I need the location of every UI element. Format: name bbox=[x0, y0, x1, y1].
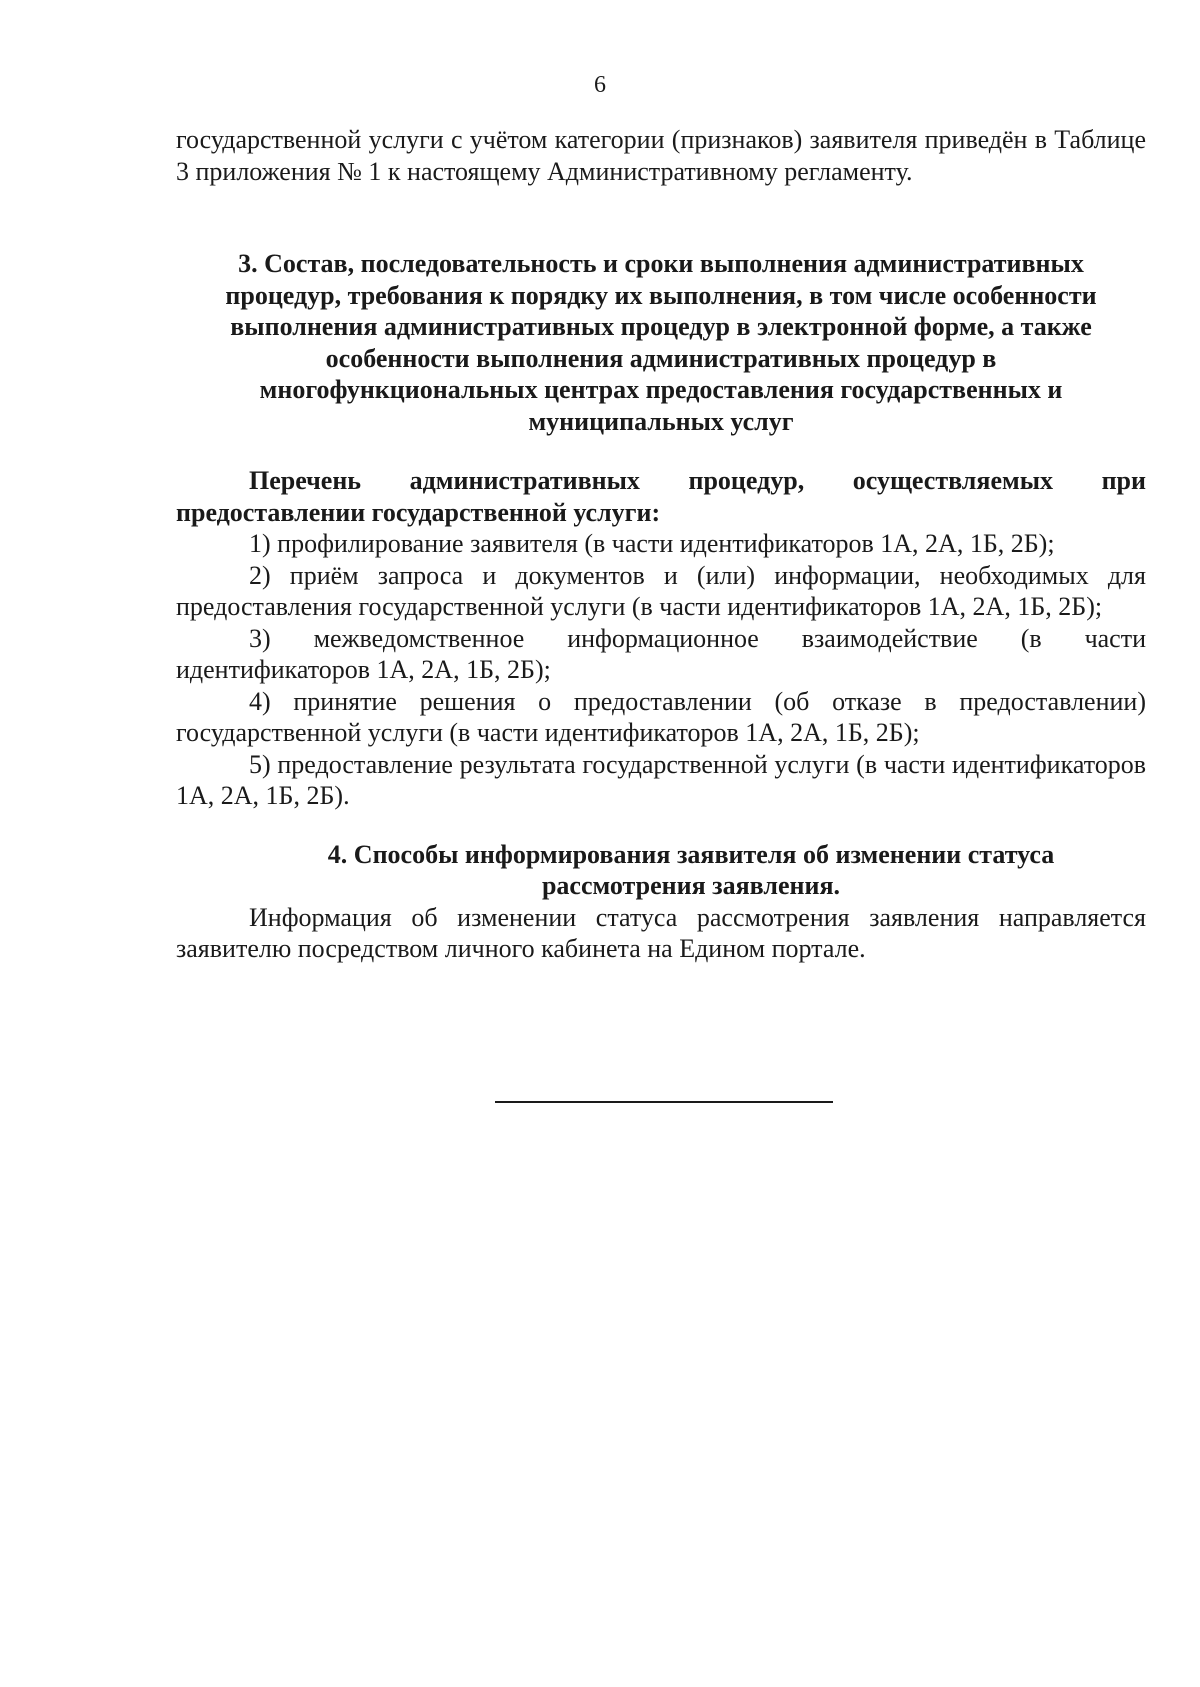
procedure-item-2: 2) приём запроса и документов и (или) информации, необходимых для предоставления государственной услуги (в части идентификаторов 1А, 2А, 1Б, 2Б); bbox=[176, 560, 1146, 621]
section-4-heading: 4. Способы информирования заявителя об изменении статуса рассмотрения заявления. bbox=[327, 839, 1055, 900]
page-content bbox=[176, 124, 1146, 965]
procedure-item-3: 3) межведомственное информационное взаимодействие (в части идентификаторов 1А, 2А, 1Б, 2Б); bbox=[176, 623, 1146, 684]
section-3-heading: 3. Состав, последовательность и сроки выполнения административных процедур, требования к порядку их выполнения, в том числе особенности выполнения административных процедур в электронной форме, а также особенности выполнения административных процедур в многофункциональных центрах предоставления государственных и муниципальных услуг bbox=[225, 249, 1097, 436]
procedure-item-5: 5) предоставление результата государственной услуги (в части идентификаторов 1А, 2А, 1Б, 2Б). bbox=[176, 749, 1146, 810]
procedures-list-intro bbox=[176, 465, 1146, 528]
procedures-list-intro-line2: предоставлении государственной услуги: bbox=[176, 497, 661, 527]
procedure-item-1: 1) профилирование заявителя (в части идентификаторов 1А, 2А, 1Б, 2Б); bbox=[249, 529, 1055, 558]
procedure-item-4: 4) принятие решения о предоставлении (об отказе в предоставлении) государственной услуги (в части идентификаторов 1А, 2А, 1Б, 2Б); bbox=[176, 686, 1146, 747]
section-4-paragraph: Информация об изменении статуса рассмотрения заявления направляется заявителю посредством личного кабинета на Едином портале. bbox=[176, 902, 1146, 963]
end-divider-line bbox=[495, 1101, 833, 1103]
page-number: 6 bbox=[594, 72, 606, 98]
intro-paragraph: государственной услуги с учётом категории (признаков) заявителя приведён в Таблице 3 приложения № 1 к настоящему Административному регламенту. bbox=[176, 125, 1146, 186]
procedures-list-intro-line1: Перечень административных процедур, осуществляемых при bbox=[249, 466, 1146, 495]
